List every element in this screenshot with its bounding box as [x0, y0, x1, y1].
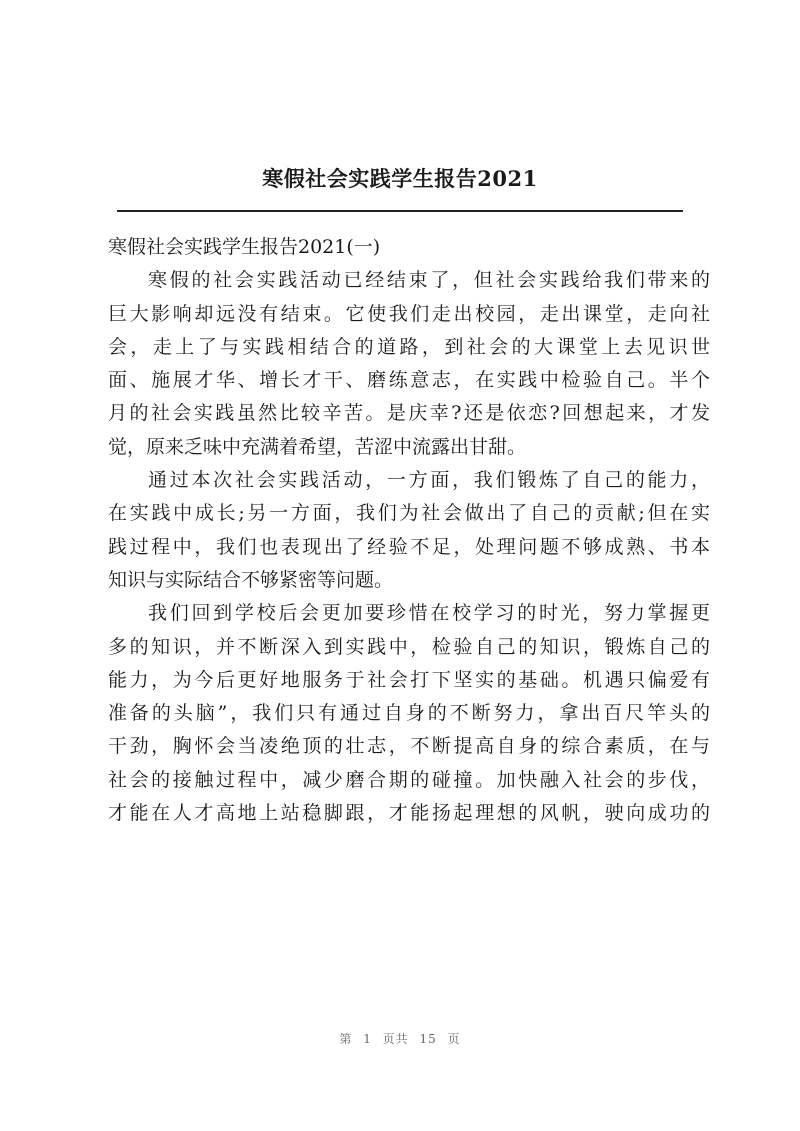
text-line: 干劲，胸怀会当凌绝顶的壮志，不断提高自身的综合素质，在与 — [108, 735, 710, 758]
text-line: 通过本次社会实践活动，一方面，我们锻炼了自己的能力， — [148, 469, 710, 492]
text-line: 我们回到学校后会更加要珍惜在校学习的时光，努力掌握更 — [148, 602, 710, 625]
text-line: 面、施展才华、增长才干、磨练意志，在实践中检验自己。半个 — [108, 369, 710, 392]
text-line: 寒假的社会实践活动已经结束了，但社会实践给我们带来的 — [148, 269, 710, 292]
text-line: 在实践中成长;另一方面，我们为社会做出了自己的贡献;但在实 — [108, 502, 710, 525]
text-line: 践过程中，我们也表现出了经验不足，处理问题不够成熟、书本 — [108, 535, 710, 558]
text-line: 会，走上了与实践相结合的道路，到社会的大课堂上去见识世 — [108, 335, 710, 358]
text-line: 巨大影响却远没有结束。它使我们走出校园，走出课堂，走向社 — [108, 302, 710, 325]
text-line: 社会的接触过程中，减少磨合期的碰撞。加快融入社会的步伐， — [108, 768, 710, 791]
text-line: 多的知识，并不断深入到实践中，检验自己的知识，锻炼自己的 — [108, 635, 710, 658]
page-number-footer: 第 1 页共 15 页 — [339, 1032, 461, 1046]
text-line: 能力，为今后更好地服务于社会打下坚实的基础。机遇只偏爱有 — [108, 668, 710, 691]
text-line: 月的社会实践虽然比较辛苦。是庆幸?还是依恋?回想起来，才发 — [108, 402, 710, 425]
paragraph-3 — [108, 597, 710, 830]
section-subheading: 寒假社会实践学生报告2021(一) — [108, 236, 381, 258]
title-divider — [117, 210, 683, 212]
text-line: 觉，原来乏味中充满着希望，苦涩中流露出甘甜。 — [108, 435, 527, 458]
paragraph-1 — [108, 264, 710, 464]
text-line: 才能在人才高地上站稳脚跟，才能扬起理想的风帆，驶向成功的 — [108, 802, 710, 825]
text-line: 准备的头脑”，我们只有通过自身的不断努力，拿出百尺竿头的 — [108, 702, 710, 725]
text-line: 知识与实际结合不够紧密等问题。 — [108, 568, 394, 591]
paragraph-2 — [108, 464, 710, 597]
document-title: 寒假社会实践学生报告2021 — [262, 166, 538, 191]
document-body — [108, 231, 710, 830]
